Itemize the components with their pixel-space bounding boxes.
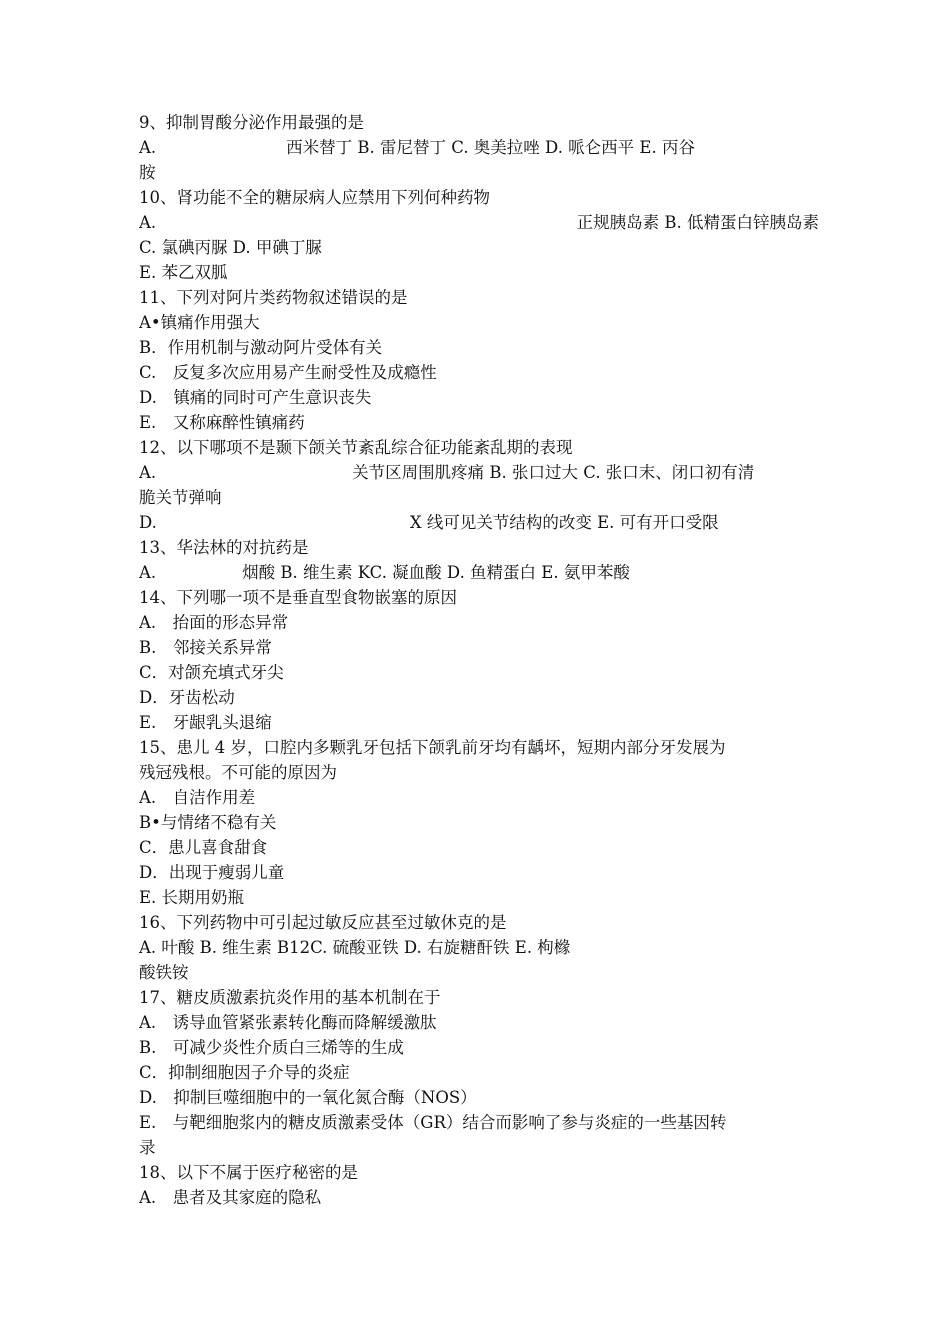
- question-13: 13、华法林的对抗药是: [139, 538, 309, 557]
- question-10-options: [139, 210, 819, 235]
- option-line: A. 抬面的形态异常: [139, 613, 289, 632]
- option-line: E. 苯乙双胍: [139, 263, 228, 282]
- question-13-options: [139, 560, 819, 585]
- option-line: A. 患者及其家庭的隐私: [139, 1188, 322, 1207]
- option-line-cont: 脆关节弹响: [139, 488, 222, 507]
- option-line: C．对颌充填式牙尖: [139, 663, 284, 682]
- option-line-text: 正规胰岛素 B. 低精蛋白锌胰岛素: [576, 213, 819, 232]
- option-line: D．出现于瘦弱儿童: [139, 863, 285, 882]
- question-15: 15、患儿 4 岁，口腔内多颗乳牙包括下颌乳前牙均有龋坏，短期内部分牙发展为: [139, 738, 726, 757]
- question-12: 12、以下哪项不是颞下颌关节紊乱综合征功能紊乱期的表现: [139, 438, 573, 457]
- question-9: 9、抑制胃酸分泌作用最强的是: [139, 113, 364, 132]
- option-line: E. 牙龈乳头退缩: [139, 713, 272, 732]
- option-line: C. 氯碘丙脲 D. 甲碘丁脲: [139, 238, 322, 257]
- option-line-text: 关节区周围肌疼痛 B. 张口过大 C. 张口末、闭口初有清: [352, 463, 755, 482]
- option-line: B. 可减少炎性介质白三烯等的生成: [139, 1038, 404, 1057]
- option-line-cont: 酸铁铵: [139, 963, 189, 982]
- question-14: 14、下列哪一项不是垂直型食物嵌塞的原因: [139, 588, 457, 607]
- option-line: D. 镇痛的同时可产生意识丧失: [139, 388, 372, 407]
- question-18: 18、以下不属于医疗秘密的是: [139, 1163, 358, 1182]
- option-line-text: X 线可见关节结构的改变 E. 可有开口受限: [409, 513, 719, 532]
- question-11: 11、下列对阿片类药物叙述错误的是: [139, 288, 408, 307]
- document-body: [139, 110, 819, 1210]
- option-line: B•与情绪不稳有关: [139, 813, 277, 832]
- option-line-cont: 胺: [139, 163, 156, 182]
- option-line-cont: 录: [139, 1138, 156, 1157]
- question-12-options: [139, 460, 819, 485]
- option-line: C．患儿喜食甜食: [139, 838, 268, 857]
- option-a-marker: A.: [139, 138, 157, 157]
- option-line: A. 诱导血管紧张素转化酶而降解缓激肽: [139, 1013, 437, 1032]
- option-line: A. 自洁作用差: [139, 788, 256, 807]
- option-a-marker: A.: [139, 563, 157, 582]
- option-a-marker: A.: [139, 213, 157, 232]
- question-15-cont: 残冠残根。不可能的原因为: [139, 763, 337, 782]
- option-line: B. 邻接关系异常: [139, 638, 272, 657]
- question-10: 10、肾功能不全的糖尿病人应禁用下列何种药物: [139, 188, 490, 207]
- question-17: 17、糖皮质激素抗炎作用的基本机制在于: [139, 988, 441, 1007]
- option-line: D. 抑制巨噬细胞中的一氧化氮合酶（NOS）: [139, 1088, 477, 1107]
- option-line: E. 又称麻醉性镇痛药: [139, 413, 305, 432]
- option-line: C．抑制细胞因子介导的炎症: [139, 1063, 350, 1082]
- option-line: B．作用机制与激动阿片受体有关: [139, 338, 383, 357]
- option-d-marker: D.: [139, 513, 157, 532]
- question-12-options-2: [139, 510, 819, 535]
- option-line-text: 烟酸 B. 维生素 KC. 凝血酸 D. 鱼精蛋白 E. 氨甲苯酸: [242, 563, 630, 582]
- option-a-marker: A.: [139, 463, 157, 482]
- option-line: A. 叶酸 B. 维生素 B12C. 硫酸亚铁 D. 右旋糖酐铁 E. 枸橼: [139, 938, 571, 957]
- option-line: A•镇痛作用强大: [139, 313, 260, 332]
- option-line: E. 长期用奶瓶: [139, 888, 245, 907]
- question-9-options: [139, 135, 819, 160]
- option-line: E. 与靶细胞浆内的糖皮质激素受体（GR）结合而影响了参与炎症的一些基因转: [139, 1113, 727, 1132]
- option-line: C. 反复多次应用易产生耐受性及成瘾性: [139, 363, 437, 382]
- option-line: D．牙齿松动: [139, 688, 235, 707]
- option-line-text: 西米替丁 B. 雷尼替丁 C. 奥美拉唑 D. 哌仑西平 E. 丙谷: [286, 138, 695, 157]
- question-16: 16、下列药物中可引起过敏反应甚至过敏休克的是: [139, 913, 507, 932]
